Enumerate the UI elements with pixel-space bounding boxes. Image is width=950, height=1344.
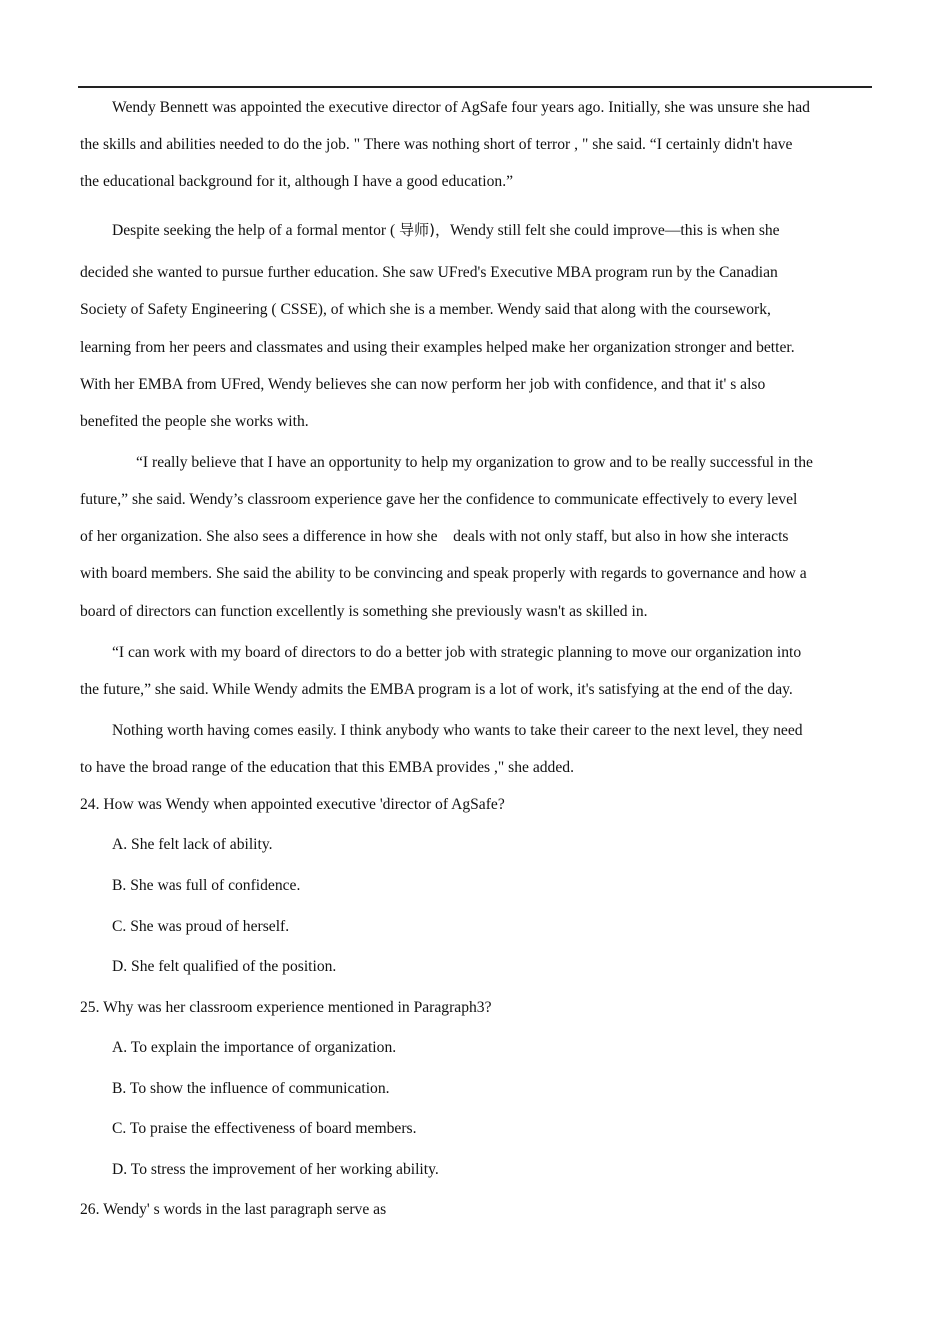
question-26-stem: 26. Wendy' s words in the last paragraph serve as — [80, 1201, 387, 1218]
p3-line-1: “I really believe that I have an opportunity to help my organization to grow and to be really successful in the — [136, 454, 813, 471]
p5-line-2: to have the broad range of the education that this EMBA provides ," she added. — [80, 759, 574, 776]
p2-line-4: learning from her peers and classmates and using their examples helped make her organization stronger and better. — [80, 339, 795, 356]
p1-line-1: Wendy Bennett was appointed the executive director of AgSafe four years ago. Initially, she was unsure she had — [112, 99, 810, 116]
question-25-option-c: C. To praise the effectiveness of board members. — [112, 1120, 417, 1137]
p2-line-6: benefited the people she works with. — [80, 413, 309, 430]
p5-line-1: Nothing worth having comes easily. I think anybody who wants to take their career to the next level, they need — [112, 722, 803, 739]
p3-line-5: board of directors can function excellently is something she previously wasn't as skilled in. — [80, 603, 648, 620]
p4-line-2: the future,” she said. While Wendy admits the EMBA program is a lot of work, it's satisfying at the end of the day. — [80, 681, 793, 698]
p1-line-2: the skills and abilities needed to do the job. " There was nothing short of terror , " she said. “I certainly didn't have — [80, 136, 793, 153]
p3-line-4: with board members. She said the ability to be convincing and speak properly with regards to governance and how a — [80, 565, 807, 582]
p1-line-3: the educational background for it, although I have a good education.” — [80, 173, 514, 190]
question-24-option-b: B. She was full of confidence. — [112, 877, 301, 894]
question-25-option-a: A. To explain the importance of organization. — [112, 1039, 397, 1056]
p3-line-2: future,” she said. Wendy’s classroom experience gave her the confidence to communicate effectively to every level — [80, 491, 798, 508]
question-24-stem: 24. How was Wendy when appointed executive 'director of AgSafe? — [80, 796, 505, 813]
p2-line-1-cjk: 导师)， — [399, 221, 450, 239]
p3-line-3: of her organization. She also sees a difference in how she deals with not only staff, but also in how she interacts — [80, 528, 789, 545]
p4-line-1: “I can work with my board of directors to do a better job with strategic planning to move our organization into — [112, 644, 802, 661]
p2-line-1-post: Wendy still felt she could improve—this is when she — [449, 222, 780, 239]
p2-line-3: Society of Safety Engineering ( CSSE), of which she is a member. Wendy said that along with the coursework, — [80, 301, 771, 318]
question-24-option-c: C. She was proud of herself. — [112, 918, 290, 935]
question-25-option-d: D. To stress the improvement of her working ability. — [112, 1161, 439, 1178]
header-rule — [78, 86, 872, 88]
question-25-option-b: B. To show the influence of communication. — [112, 1080, 390, 1097]
question-24-option-a: A. She felt lack of ability. — [112, 836, 273, 853]
p2-line-1 — [112, 220, 780, 241]
question-24-option-d: D. She felt qualified of the position. — [112, 958, 337, 975]
p2-line-1-pre: Despite seeking the help of a formal mentor ( — [112, 222, 396, 239]
question-25-stem: 25. Why was her classroom experience mentioned in Paragraph3? — [80, 999, 492, 1016]
p2-line-2: decided she wanted to pursue further education. She saw UFred's Executive MBA program run by the Canadian — [80, 264, 778, 281]
p2-line-5: With her EMBA from UFred, Wendy believes she can now perform her job with confidence, and that it' s also — [80, 376, 766, 393]
